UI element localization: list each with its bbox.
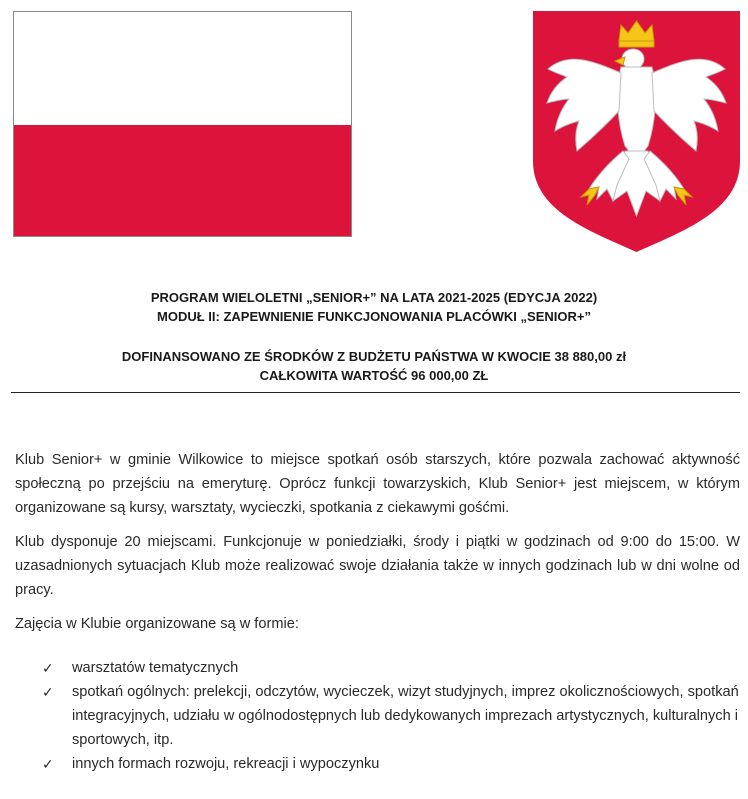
- total-value: CAŁKOWITA WARTOŚĆ 96 000,00 ZŁ: [259, 368, 489, 383]
- funding-amount: DOFINANSOWANO ZE ŚRODKÓW Z BUDŻETU PAŃSTWA W KWOCIE 38 880,00 zł: [121, 349, 627, 364]
- list-item: [15, 752, 740, 776]
- activities-intro: Zajęcia w Klubie organizowane są w formie:: [15, 616, 299, 632]
- schedule-paragraph: Klub dysponuje 20 miejscami. Funkcjonuje w poniedziałki, środy i piątki w godzinach od 9:00 do 15:00. W uzasadnionych sytuacjach Klub może realizować swoje działania także w innych godzinach lub w dni wolne od pracy.: [15, 534, 740, 598]
- checkmark-icon: ✓: [42, 684, 54, 700]
- list-item-text: spotkań ogólnych: prelekcji, odczytów, wycieczek, wizyt studyjnych, imprez okolicznościowych, spotkań integracyjnych, udziału w ogólnodostępnych lub dedykowanych imprezach artystycznych, kulturalnych i sportowych, itp.: [72, 684, 739, 748]
- flag-white-stripe: [14, 12, 351, 125]
- checkmark-icon: ✓: [42, 660, 54, 676]
- list-item-text: warsztatów tematycznych: [72, 660, 239, 676]
- polish-flag: [13, 11, 352, 237]
- polish-eagle-emblem-icon: [533, 11, 740, 252]
- checkmark-icon: ✓: [42, 756, 54, 772]
- program-title: PROGRAM WIELOLETNI „SENIOR+” NA LATA 2021-2025 (EDYCJA 2022): [150, 290, 598, 305]
- list-item: [15, 656, 740, 680]
- list-item-text: innych formach rozwoju, rekreacji i wypoczynku: [72, 756, 380, 772]
- intro-paragraph: Klub Senior+ w gminie Wilkowice to miejsce spotkań osób starszych, które pozwala zachować aktywność społeczną po przejściu na emeryturę. Oprócz funkcji towarzyskich, Klub Senior+ jest miejscem, w którym organizowane są kursy, warsztaty, wycieczki, spotkania z ciekawymi gośćmi.: [15, 452, 740, 516]
- flag-red-stripe: [14, 125, 351, 237]
- module-title: MODUŁ II: ZAPEWNIENIE FUNKCJONOWANIA PLACÓWKI „SENIOR+”: [157, 309, 591, 324]
- club-description: [15, 448, 740, 776]
- header-divider: [11, 392, 740, 393]
- list-item: [15, 680, 740, 752]
- program-header: [0, 288, 748, 385]
- activities-list: [15, 656, 740, 776]
